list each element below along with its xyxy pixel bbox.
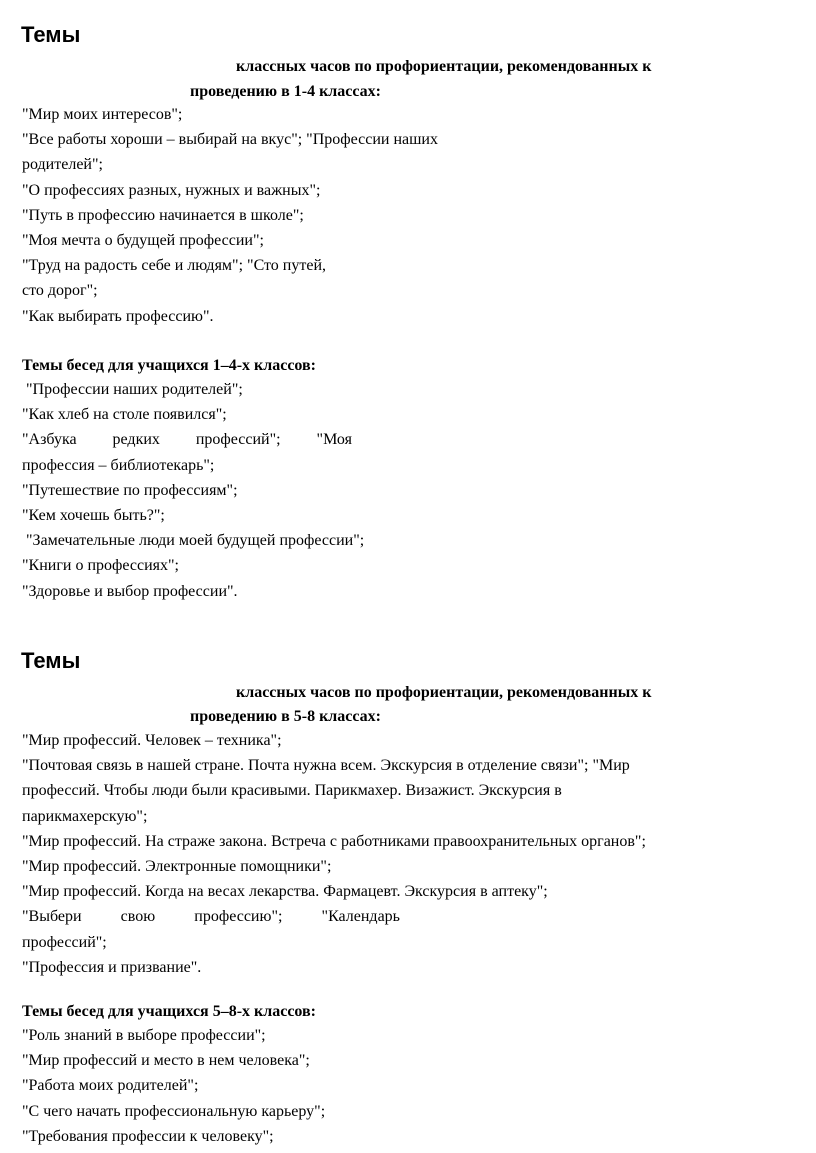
section1-title: Темы xyxy=(21,22,81,47)
list-item: "Мир профессий. Электронные помощники"; xyxy=(22,857,332,875)
list-item: "Все работы хороши – выбирай на вкус"; "Профессии наших xyxy=(22,131,438,149)
list-item: "О профессиях разных, нужных и важных"; xyxy=(22,181,321,199)
section3-title: Темы xyxy=(21,648,81,673)
section2-list xyxy=(22,377,792,604)
list-item: профессия – библиотекарь"; xyxy=(22,456,215,474)
list-item: "Профессии наших родителей"; xyxy=(26,381,243,398)
list-item: профессий"; xyxy=(22,933,107,951)
list-item: "Труд на радость себе и людям"; "Сто путей, xyxy=(22,257,327,275)
list-item: профессий. Чтобы люди были красивыми. Парикмахер. Визажист. Экскурсия в xyxy=(22,782,562,800)
word: "Моя xyxy=(316,431,352,449)
section1-subtitle-line2: проведению в 1-4 классах: xyxy=(190,83,381,100)
word: редких xyxy=(112,431,160,449)
list-item: "Мир моих интересов"; xyxy=(22,106,183,123)
section3-subtitle-line1: классных часов по профориентации, рекомендованных к xyxy=(236,684,652,701)
list-item: "Роль знаний в выборе профессии"; xyxy=(22,1027,266,1044)
list-item: парикмахерскую"; xyxy=(22,807,148,825)
word: свою xyxy=(120,908,156,926)
list-item: "Мир профессий. Когда на весах лекарства. Фармацевт. Экскурсия в аптеку"; xyxy=(22,883,548,901)
list-item: "Почтовая связь в нашей стране. Почта нужна всем. Экскурсия в отделение связи"; "Мир xyxy=(22,757,630,775)
list-item: "Путь в профессию начинается в школе"; xyxy=(22,206,304,224)
list-item: "Моя мечта о будущей профессии"; xyxy=(22,231,264,249)
section3-list xyxy=(22,728,792,980)
list-item: "Мир профессий. На страже закона. Встреча с работниками правоохранительных органов"; xyxy=(22,832,646,850)
section2-heading: Темы бесед для учащихся 1–4-х классов: xyxy=(22,357,316,374)
list-item: "Как выбирать профессию". xyxy=(22,307,214,325)
word: "Выбери xyxy=(22,908,82,926)
word: профессий"; xyxy=(195,431,281,449)
list-item: "Путешествие по профессиям"; xyxy=(22,481,238,499)
list-item: "Как хлеб на столе появился"; xyxy=(22,406,227,424)
word: "Календарь xyxy=(321,908,400,926)
list-item: родителей"; xyxy=(22,156,103,174)
list-item: сто дорог"; xyxy=(22,282,98,300)
list-item: "Кем хочешь быть?"; xyxy=(22,506,165,524)
list-item-justified xyxy=(22,427,792,452)
word: "Азбука xyxy=(22,431,77,449)
list-item: "Замечательные люди моей будущей профессии"; xyxy=(26,532,365,550)
list-item: "Требования профессии к человеку"; xyxy=(22,1127,274,1145)
word: профессию"; xyxy=(194,908,283,926)
section4-list xyxy=(22,1023,792,1149)
list-item: "Работа моих родителей"; xyxy=(22,1077,199,1095)
list-item: "Мир профессий и место в нем человека"; xyxy=(22,1052,310,1070)
list-item: "С чего начать профессиональную карьеру"; xyxy=(22,1102,326,1120)
list-item-justified xyxy=(22,904,792,929)
section1-list xyxy=(22,102,792,329)
section4-heading: Темы бесед для учащихся 5–8-х классов: xyxy=(22,1003,316,1020)
section1-subtitle-line1: классных часов по профориентации, рекомендованных к xyxy=(236,58,652,75)
list-item: "Профессия и призвание". xyxy=(22,958,202,976)
list-item: "Мир профессий. Человек – техника"; xyxy=(22,732,282,749)
list-item: "Здоровье и выбор профессии". xyxy=(22,582,238,600)
list-item: "Книги о профессиях"; xyxy=(22,557,179,575)
section3-subtitle-line2: проведению в 5-8 классах: xyxy=(190,708,381,725)
